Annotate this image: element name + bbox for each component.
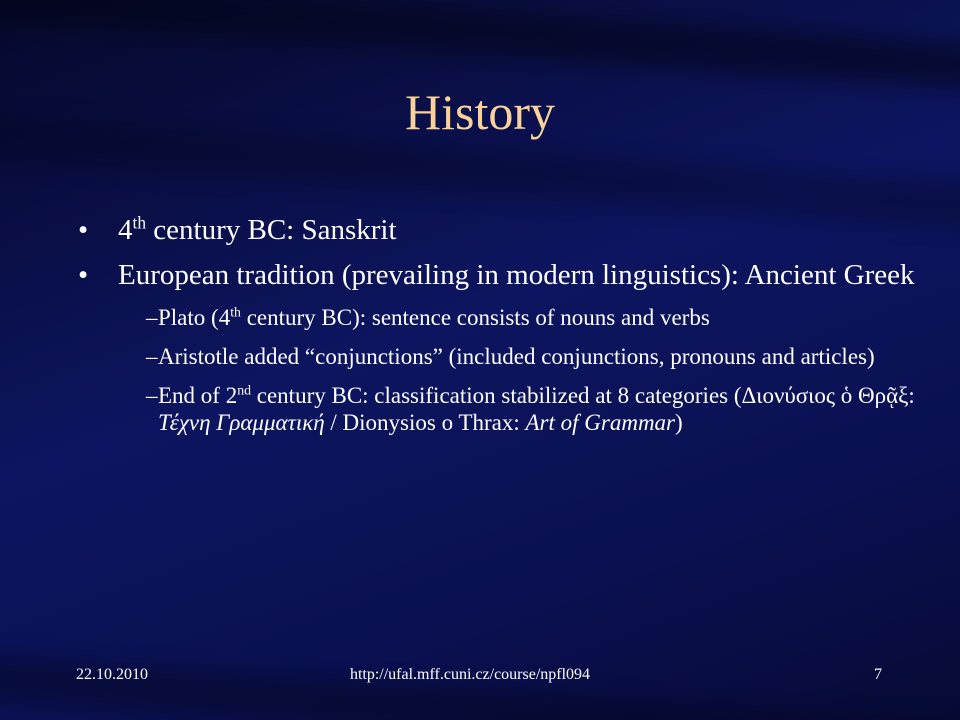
dash-marker: – <box>146 383 158 408</box>
slide-title: History <box>405 84 555 140</box>
footer-date: 22.10.2010 <box>76 666 148 683</box>
background-streak <box>0 652 960 720</box>
bullet-item: • European tradition (prevailing in modern linguistics): Ancient Greek <box>78 259 915 291</box>
bullet-item: • 4th century BC: Sanskrit <box>78 212 397 246</box>
subbullet-item: – Aristotle added “conjunctions” (included conjunctions, pronouns and articles) <box>146 344 875 369</box>
subbullet-item: – End of 2nd century BC: classification stabilized at 8 categories (Διονύσιος ὁ Θρᾷξ: Τέχνη Γραμματική / Dionysios o Thrax: Art of Grammar) <box>146 382 915 435</box>
dash-marker: – <box>146 344 158 369</box>
subbullet-item: – Plato (4th century BC): sentence consists of nouns and verbs <box>146 304 710 330</box>
bullet-marker: • <box>78 259 89 291</box>
slide-content <box>78 214 918 448</box>
page-number: 7 <box>874 666 882 683</box>
dash-marker: – <box>146 305 158 330</box>
footer-url[interactable]: http://ufal.mff.cuni.cz/course/npfl094 <box>349 666 591 683</box>
bullet-marker: • <box>78 214 89 246</box>
